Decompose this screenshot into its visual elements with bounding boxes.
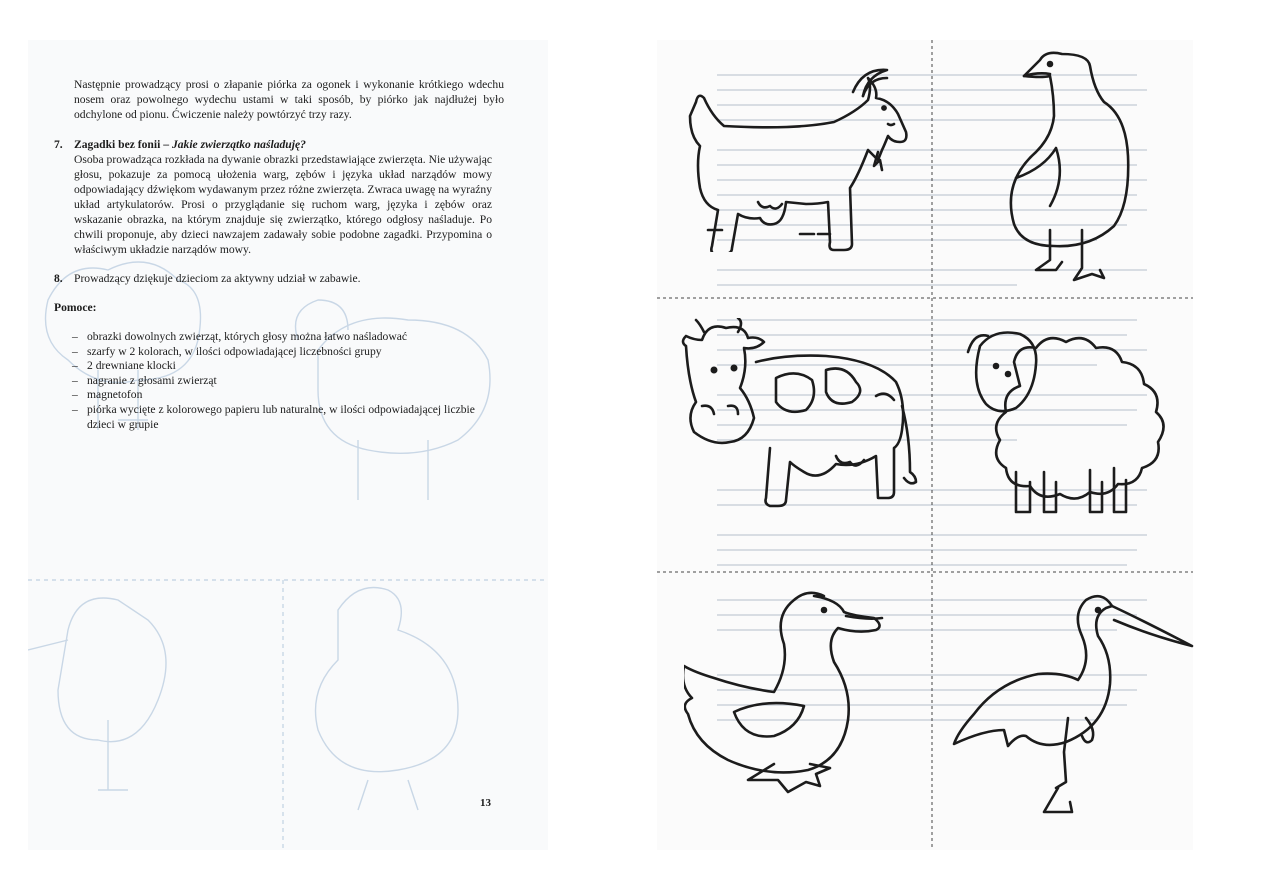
item-7 [54, 137, 504, 257]
item-7-title-italic: Jakie zwierzątko naśladuję? [171, 138, 306, 151]
item-7-title [74, 137, 492, 152]
page-number: 13 [480, 797, 491, 809]
goose-icon [1002, 46, 1132, 290]
intro-paragraph: Następnie prowadzący prosi o złapanie piórka za ogonek i wykonanie krótkiego wdechu nosem oraz powolnego wydechu ustami w taki sposób, by piórko jak najdłużej było odchylone od pionu. Ćwiczenie należy powtórzyć trzy razy. [74, 78, 504, 121]
cut-line-vertical [930, 40, 934, 850]
aids-list [72, 330, 502, 432]
list-item: – obrazki dowolnych zwierząt, których głosy można łatwo naśladować [72, 330, 502, 345]
stork-icon [948, 588, 1198, 824]
list-item: – szarfy w 2 kolorach, w ilości odpowiadającej liczebności grupy [72, 345, 502, 360]
item-8 [54, 271, 504, 286]
item-7-body: Osoba prowadząca rozkłada na dywanie obrazki przedstawiające zwierzęta. Nie używając głosu, pokazuje za pomocą ułożenia warg, zębów i języka układ narządów mowy odpowiadający dźwiękom wydawanym przez różne zwierzęta. Zwraca uwagę na wyraźny układ artykulatorów. Prosi o przyglądanie się ruchom warg, języka i zębów oraz wskazanie obrazka, na którym znajduje się zwierzątko, którego odgłosy naśladuje. Po chwili proponuje, aby dzieci nawzajem zadawały sobie podobne zagadki. Przypomina o właściwym układzie narządów mowy. [74, 153, 492, 256]
aids-heading: Pomoce: [54, 301, 97, 314]
item-7-title-bold: Zagadki bez fonii – [74, 138, 170, 151]
item-8-body: Prowadzący dziękuje dzieciom za aktywny udział w zabawie. [74, 272, 361, 285]
cow-icon [676, 318, 920, 514]
list-item: – piórka wycięte z kolorowego papieru lub naturalne, w ilości odpowiadającej liczbie dzieci w grupie [72, 403, 502, 432]
cut-line-horizontal-top [657, 296, 1193, 300]
item-7-number: 7. [54, 138, 63, 151]
sheep-icon [954, 322, 1180, 522]
item-8-number: 8. [54, 272, 63, 285]
list-item: – magnetofon [72, 388, 502, 403]
list-item: – 2 drewniane klocki [72, 359, 502, 374]
list-item: – nagranie z głosami zwierząt [72, 374, 502, 389]
duck-icon [684, 586, 908, 808]
left-page [28, 40, 548, 850]
cut-line-horizontal-bottom [657, 570, 1193, 574]
goat-icon [688, 62, 920, 252]
